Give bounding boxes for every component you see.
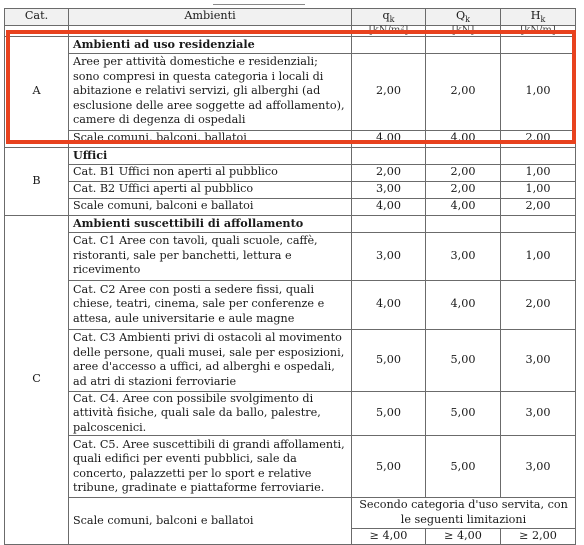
- empty-cell: [352, 36, 426, 53]
- row-c4-Qk: 5,00: [426, 391, 501, 436]
- row-c3-qk: 5,00: [352, 329, 426, 391]
- table-row: [5, 498, 576, 528]
- row-b2-desc: Cat. B2 Uffici aperti al pubblico: [69, 181, 352, 198]
- row-c5-Qk: 5,00: [426, 436, 501, 498]
- loads-table: [4, 8, 576, 545]
- header-Hk-sub: k: [540, 15, 546, 24]
- empty-cell: [501, 36, 576, 53]
- row-b3-qk: 4,00: [352, 198, 426, 215]
- row-c6-desc: Scale comuni, balconi e ballatoi: [69, 498, 352, 544]
- row-c6-qk: ≥ 4,00: [352, 528, 426, 544]
- row-c6-note: Secondo categoria d'uso servita, con le seguenti limitazioni: [352, 498, 576, 528]
- row-b3-desc: Scale comuni, balconi e ballatoi: [69, 198, 352, 215]
- table-row: [5, 280, 576, 329]
- table-row: [5, 215, 576, 232]
- section-title-a: Ambienti ad uso residenziale: [69, 36, 352, 53]
- header-row: [5, 9, 576, 26]
- unit-Qk: [kN]: [426, 25, 501, 36]
- row-c5-Hk: 3,00: [501, 436, 576, 498]
- header-Hk: [501, 9, 576, 26]
- category-c: C: [5, 215, 69, 544]
- row-b3-Qk: 4,00: [426, 198, 501, 215]
- row-c4-Hk: 3,00: [501, 391, 576, 436]
- top-rule: [213, 4, 305, 5]
- row-c1-Hk: 1,00: [501, 232, 576, 280]
- header-ambienti: Ambienti: [69, 9, 352, 26]
- header-qk-symbol: q: [382, 9, 390, 22]
- table-row: [5, 329, 576, 391]
- row-a1-Hk: 1,00: [501, 53, 576, 130]
- header-cat: Cat.: [5, 9, 69, 26]
- empty-cell: [501, 147, 576, 164]
- row-c5-desc: Cat. C5. Aree suscettibili di grandi affollamenti, quali edifici per eventi pubblici, sale da concerto, palazzetti per lo sport e relative tribune, gradinate e piattaforme ferroviarie.: [69, 436, 352, 498]
- table-row: [5, 53, 576, 130]
- row-c6-Qk: ≥ 4,00: [426, 528, 501, 544]
- row-c2-Hk: 2,00: [501, 280, 576, 329]
- header-Hk-symbol: H: [530, 9, 541, 22]
- header-Qk: [426, 9, 501, 26]
- row-b2-qk: 3,00: [352, 181, 426, 198]
- row-c4-desc: Cat. C4. Aree con possibile svolgimento di attività fisiche, quali sale da ballo, palestre, palcoscenici.: [69, 391, 352, 436]
- row-b1-desc: Cat. B1 Uffici non aperti al pubblico: [69, 164, 352, 181]
- row-b2-Qk: 2,00: [426, 181, 501, 198]
- row-c4-qk: 5,00: [352, 391, 426, 436]
- row-a2-desc: Scale comuni, balconi, ballatoi: [69, 130, 352, 147]
- row-c2-qk: 4,00: [352, 280, 426, 329]
- table-row: [5, 232, 576, 280]
- section-title-c: Ambienti suscettibili di affollamento: [69, 215, 352, 232]
- unit-qk: [kN/m²]: [352, 25, 426, 36]
- table-row: [5, 130, 576, 147]
- table-row: [5, 436, 576, 498]
- row-c3-Qk: 5,00: [426, 329, 501, 391]
- table-row: [5, 391, 576, 436]
- row-c3-Hk: 3,00: [501, 329, 576, 391]
- row-c1-desc: Cat. C1 Aree con tavoli, quali scuole, caffè, ristoranti, sale per banchetti, lettura e ricevimento: [69, 232, 352, 280]
- row-a1-Qk: 2,00: [426, 53, 501, 130]
- row-c3-desc: Cat. C3 Ambienti privi di ostacoli al movimento delle persone, quali musei, sale per esposizioni, aree d'accesso a uffici, ad alberghi e ospedali, ad atri di stazioni ferroviarie: [69, 329, 352, 391]
- row-c5-qk: 5,00: [352, 436, 426, 498]
- unit-Hk: [kN/m]: [501, 25, 576, 36]
- row-c1-qk: 3,00: [352, 232, 426, 280]
- row-a1-qk: 2,00: [352, 53, 426, 130]
- header-Qk-symbol: Q: [455, 9, 466, 22]
- row-a2-Qk: 4,00: [426, 130, 501, 147]
- units-row: [5, 25, 576, 36]
- row-a1-desc: Aree per attività domestiche e residenziali; sono compresi in questa categoria i locali di abitazione e relativi servizi, gli alberghi (ad esclusione delle aree soggette ad affollamento), camere di degenza di ospedali: [69, 53, 352, 130]
- table-row: [5, 164, 576, 181]
- category-a: A: [5, 36, 69, 147]
- row-a2-qk: 4,00: [352, 130, 426, 147]
- category-b: B: [5, 147, 69, 215]
- unit-cat: [5, 25, 69, 36]
- unit-ambienti: [69, 25, 352, 36]
- empty-cell: [426, 215, 501, 232]
- row-c2-desc: Cat. C2 Aree con posti a sedere fissi, quali chiese, teatri, cinema, sale per conferenze e attesa, aule universitarie e aule magne: [69, 280, 352, 329]
- header-Qk-sub: k: [465, 15, 471, 24]
- row-c6-Hk: ≥ 2,00: [501, 528, 576, 544]
- table-row: [5, 36, 576, 53]
- table-row: [5, 147, 576, 164]
- table-row: [5, 198, 576, 215]
- empty-cell: [352, 215, 426, 232]
- header-qk-sub: k: [389, 15, 395, 24]
- row-b1-Qk: 2,00: [426, 164, 501, 181]
- row-b3-Hk: 2,00: [501, 198, 576, 215]
- row-a2-Hk: 2,00: [501, 130, 576, 147]
- row-b2-Hk: 1,00: [501, 181, 576, 198]
- row-c1-Qk: 3,00: [426, 232, 501, 280]
- section-title-b: Uffici: [69, 147, 352, 164]
- row-b1-qk: 2,00: [352, 164, 426, 181]
- header-qk: [352, 9, 426, 26]
- empty-cell: [501, 215, 576, 232]
- empty-cell: [352, 147, 426, 164]
- table-row: [5, 181, 576, 198]
- empty-cell: [426, 147, 501, 164]
- row-b1-Hk: 1,00: [501, 164, 576, 181]
- empty-cell: [426, 36, 501, 53]
- row-c2-Qk: 4,00: [426, 280, 501, 329]
